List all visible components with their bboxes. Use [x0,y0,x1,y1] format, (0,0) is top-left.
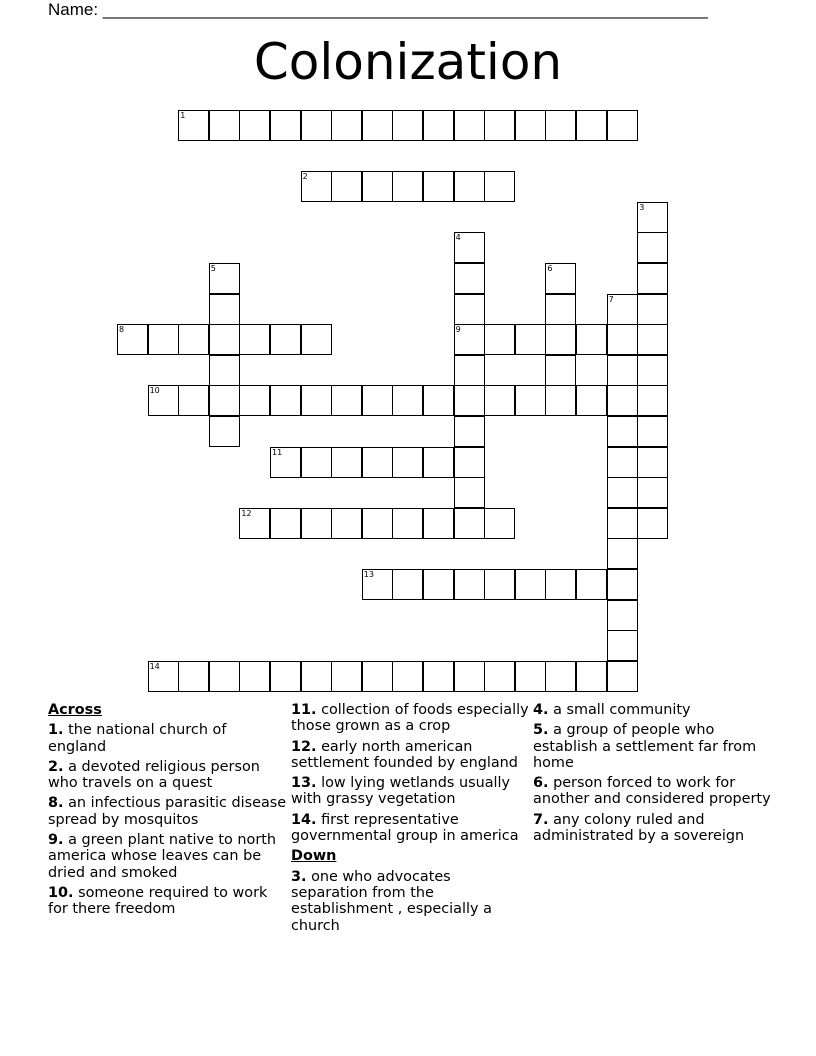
grid-cell[interactable] [576,110,607,141]
grid-cell[interactable] [607,600,638,631]
grid-cell[interactable] [362,385,393,416]
grid-cell[interactable] [454,477,485,508]
grid-cell[interactable] [454,263,485,294]
grid-cell[interactable] [607,630,638,661]
grid-cell[interactable] [637,477,668,508]
grid-cell[interactable] [239,110,270,141]
clues-column-3 [533,702,773,848]
grid-cell[interactable] [515,661,546,692]
grid-cell[interactable] [637,324,668,355]
grid-cell[interactable] [484,508,515,539]
clue-number-label: 1 [180,111,186,120]
grid-cell[interactable] [301,324,332,355]
across-clue-2: 2. a devoted religious person who travels on a quest [48,758,260,792]
grid-cell[interactable] [423,385,454,416]
clue-number-label: 10 [149,386,160,396]
down-clue-5: 5. a group of people who establish a settlement far from home [533,722,757,771]
grid-cell[interactable] [454,416,485,447]
grid-cell[interactable] [454,508,485,539]
grid-cell[interactable] [545,355,576,386]
grid-cell[interactable] [270,324,301,355]
grid-cell[interactable] [362,110,393,141]
grid-cell[interactable] [209,661,240,692]
grid-cell[interactable] [637,508,668,539]
grid-cell[interactable] [423,569,454,600]
grid-cell[interactable] [209,385,240,416]
grid-cell[interactable] [362,171,393,202]
clue-number-label: 12 [241,508,252,518]
across-clue-9: 9. a green plant native to north america whose leaves can be dried and smoked [48,832,277,881]
grid-cell[interactable] [239,385,270,416]
grid-cell[interactable] [484,110,515,141]
clue-number-label: 11 [272,447,283,457]
grid-cell[interactable] [545,263,576,294]
grid-cell[interactable] [607,508,638,539]
grid-cell[interactable] [545,569,576,600]
grid-cell[interactable] [392,447,423,478]
grid-cell[interactable] [607,385,638,416]
clue-number-label: 2 [302,172,308,182]
across-clue-1: 1. the national church of england [48,722,227,755]
grid-cell[interactable] [239,508,270,539]
clue-number-label: 7 [608,294,614,304]
grid-cell[interactable] [454,447,485,478]
clue-number-label: 6 [547,264,553,273]
grid-cell[interactable] [454,110,485,141]
grid-cell[interactable] [392,385,423,416]
grid-cell[interactable] [331,385,362,416]
grid-cell[interactable] [607,294,638,325]
grid-cell[interactable] [209,416,240,447]
grid-cell[interactable] [454,355,485,386]
down-clue-6: 6. person forced to work for another and considered property [533,775,771,808]
grid-cell[interactable] [331,110,362,141]
grid-cell[interactable] [607,538,638,569]
grid-cell[interactable] [637,263,668,294]
grid-cell[interactable] [270,110,301,141]
grid-cell[interactable] [301,385,332,416]
grid-cell[interactable] [576,569,607,600]
clues-column-1 [48,702,288,922]
across-clue-11: 11. collection of foods especially those grown as a crop [291,702,529,735]
grid-cell[interactable] [239,324,270,355]
down-clue-3: 3. one who advocates separation from the establishment , especially a church [291,868,492,934]
grid-cell[interactable] [178,110,209,141]
grid-cell[interactable] [148,385,179,416]
grid-cell[interactable] [637,232,668,263]
grid-cell[interactable] [637,447,668,478]
grid-cell[interactable] [607,355,638,386]
grid-cell[interactable] [301,508,332,539]
grid-cell[interactable] [148,324,179,355]
grid-cell[interactable] [607,569,638,600]
clue-number-label: 4 [455,233,461,243]
clue-number-label: 13 [363,570,374,579]
across-clue-8: 8. an infectious parasitic disease spread by mosquitos [48,795,287,828]
down-clue-4: 4. a small community [533,702,691,718]
grid-cell[interactable] [331,508,362,539]
across-clue-10: 10. someone required to work for there freedom [48,884,268,918]
grid-cell[interactable] [270,385,301,416]
grid-cell[interactable] [545,110,576,141]
across-clue-14: 14. first representative governmental group in america [291,811,519,845]
grid-cell[interactable] [454,569,485,600]
grid-cell[interactable] [607,416,638,447]
grid-cell[interactable] [576,324,607,355]
grid-cell[interactable] [454,171,485,202]
grid-cell[interactable] [209,110,240,141]
grid-cell[interactable] [515,385,546,416]
down-clue-7: 7. any colony ruled and administrated by a sovereign [533,811,745,845]
grid-cell[interactable] [637,202,668,233]
grid-cell[interactable] [392,661,423,692]
grid-cell[interactable] [148,661,179,692]
grid-cell[interactable] [484,171,515,202]
grid-cell[interactable] [484,324,515,355]
grid-cell[interactable] [178,385,209,416]
grid-cell[interactable] [239,661,270,692]
across-clue-12: 12. early north american settlement founded by england [291,738,518,771]
down-header: Down [291,848,337,865]
clue-number-label: 3 [639,202,645,212]
grid-cell[interactable] [331,171,362,202]
grid-cell[interactable] [545,294,576,325]
grid-cell[interactable] [209,294,240,325]
grid-cell[interactable] [545,324,576,355]
clue-number-label: 14 [149,661,160,671]
grid-cell[interactable] [454,385,485,416]
grid-cell[interactable] [637,416,668,447]
across-header: Across [48,702,102,718]
grid-cell[interactable] [331,447,362,478]
grid-cell[interactable] [117,324,148,355]
grid-cell[interactable] [362,447,393,478]
grid-cell[interactable] [301,171,332,202]
across-clue-13: 13. low lying wetlands usually with grassy vegetation [291,775,511,808]
grid-cell[interactable] [362,569,393,600]
grid-cell[interactable] [209,263,240,294]
grid-cell[interactable] [515,110,546,141]
grid-cell[interactable] [392,110,423,141]
grid-cell[interactable] [178,661,209,692]
grid-cell[interactable] [423,447,454,478]
grid-cell[interactable] [270,508,301,539]
grid-cell[interactable] [484,661,515,692]
puzzle-title: Colonization [253,33,563,91]
grid-cell[interactable] [331,661,362,692]
grid-cell[interactable] [545,661,576,692]
grid-cell[interactable] [607,324,638,355]
grid-cell[interactable] [301,661,332,692]
grid-cell[interactable] [454,324,485,355]
grid-cell[interactable] [576,385,607,416]
grid-cell[interactable] [301,447,332,478]
grid-cell[interactable] [423,508,454,539]
grid-cell[interactable] [392,171,423,202]
grid-cell[interactable] [392,569,423,600]
grid-cell[interactable] [209,355,240,386]
grid-cell[interactable] [270,661,301,692]
grid-cell[interactable] [362,661,393,692]
grid-cell[interactable] [637,385,668,416]
grid-cell[interactable] [362,508,393,539]
clue-number-label: 8 [119,325,125,335]
grid-cell[interactable] [576,661,607,692]
grid-cell[interactable] [423,661,454,692]
grid-cell[interactable] [423,110,454,141]
grid-cell[interactable] [301,110,332,141]
clues-column-2 [291,702,531,938]
grid-cell[interactable] [454,232,485,263]
grid-cell[interactable] [607,477,638,508]
grid-cell[interactable] [515,324,546,355]
grid-cell[interactable] [545,385,576,416]
grid-cell[interactable] [270,447,301,478]
grid-cell[interactable] [607,447,638,478]
grid-cell[interactable] [454,661,485,692]
name-field-line: Name: ________________________________________________________________ [48,0,708,19]
grid-cell[interactable] [515,569,546,600]
grid-cell[interactable] [607,110,638,141]
grid-cell[interactable] [178,324,209,355]
grid-cell[interactable] [637,294,668,325]
grid-cell[interactable] [484,385,515,416]
grid-cell[interactable] [392,508,423,539]
grid-cell[interactable] [607,661,638,692]
grid-cell[interactable] [209,324,240,355]
grid-cell[interactable] [423,171,454,202]
clue-number-label: 9 [455,325,461,335]
clue-number-label: 5 [210,264,216,273]
grid-cell[interactable] [454,294,485,325]
grid-cell[interactable] [484,569,515,600]
grid-cell[interactable] [637,355,668,386]
